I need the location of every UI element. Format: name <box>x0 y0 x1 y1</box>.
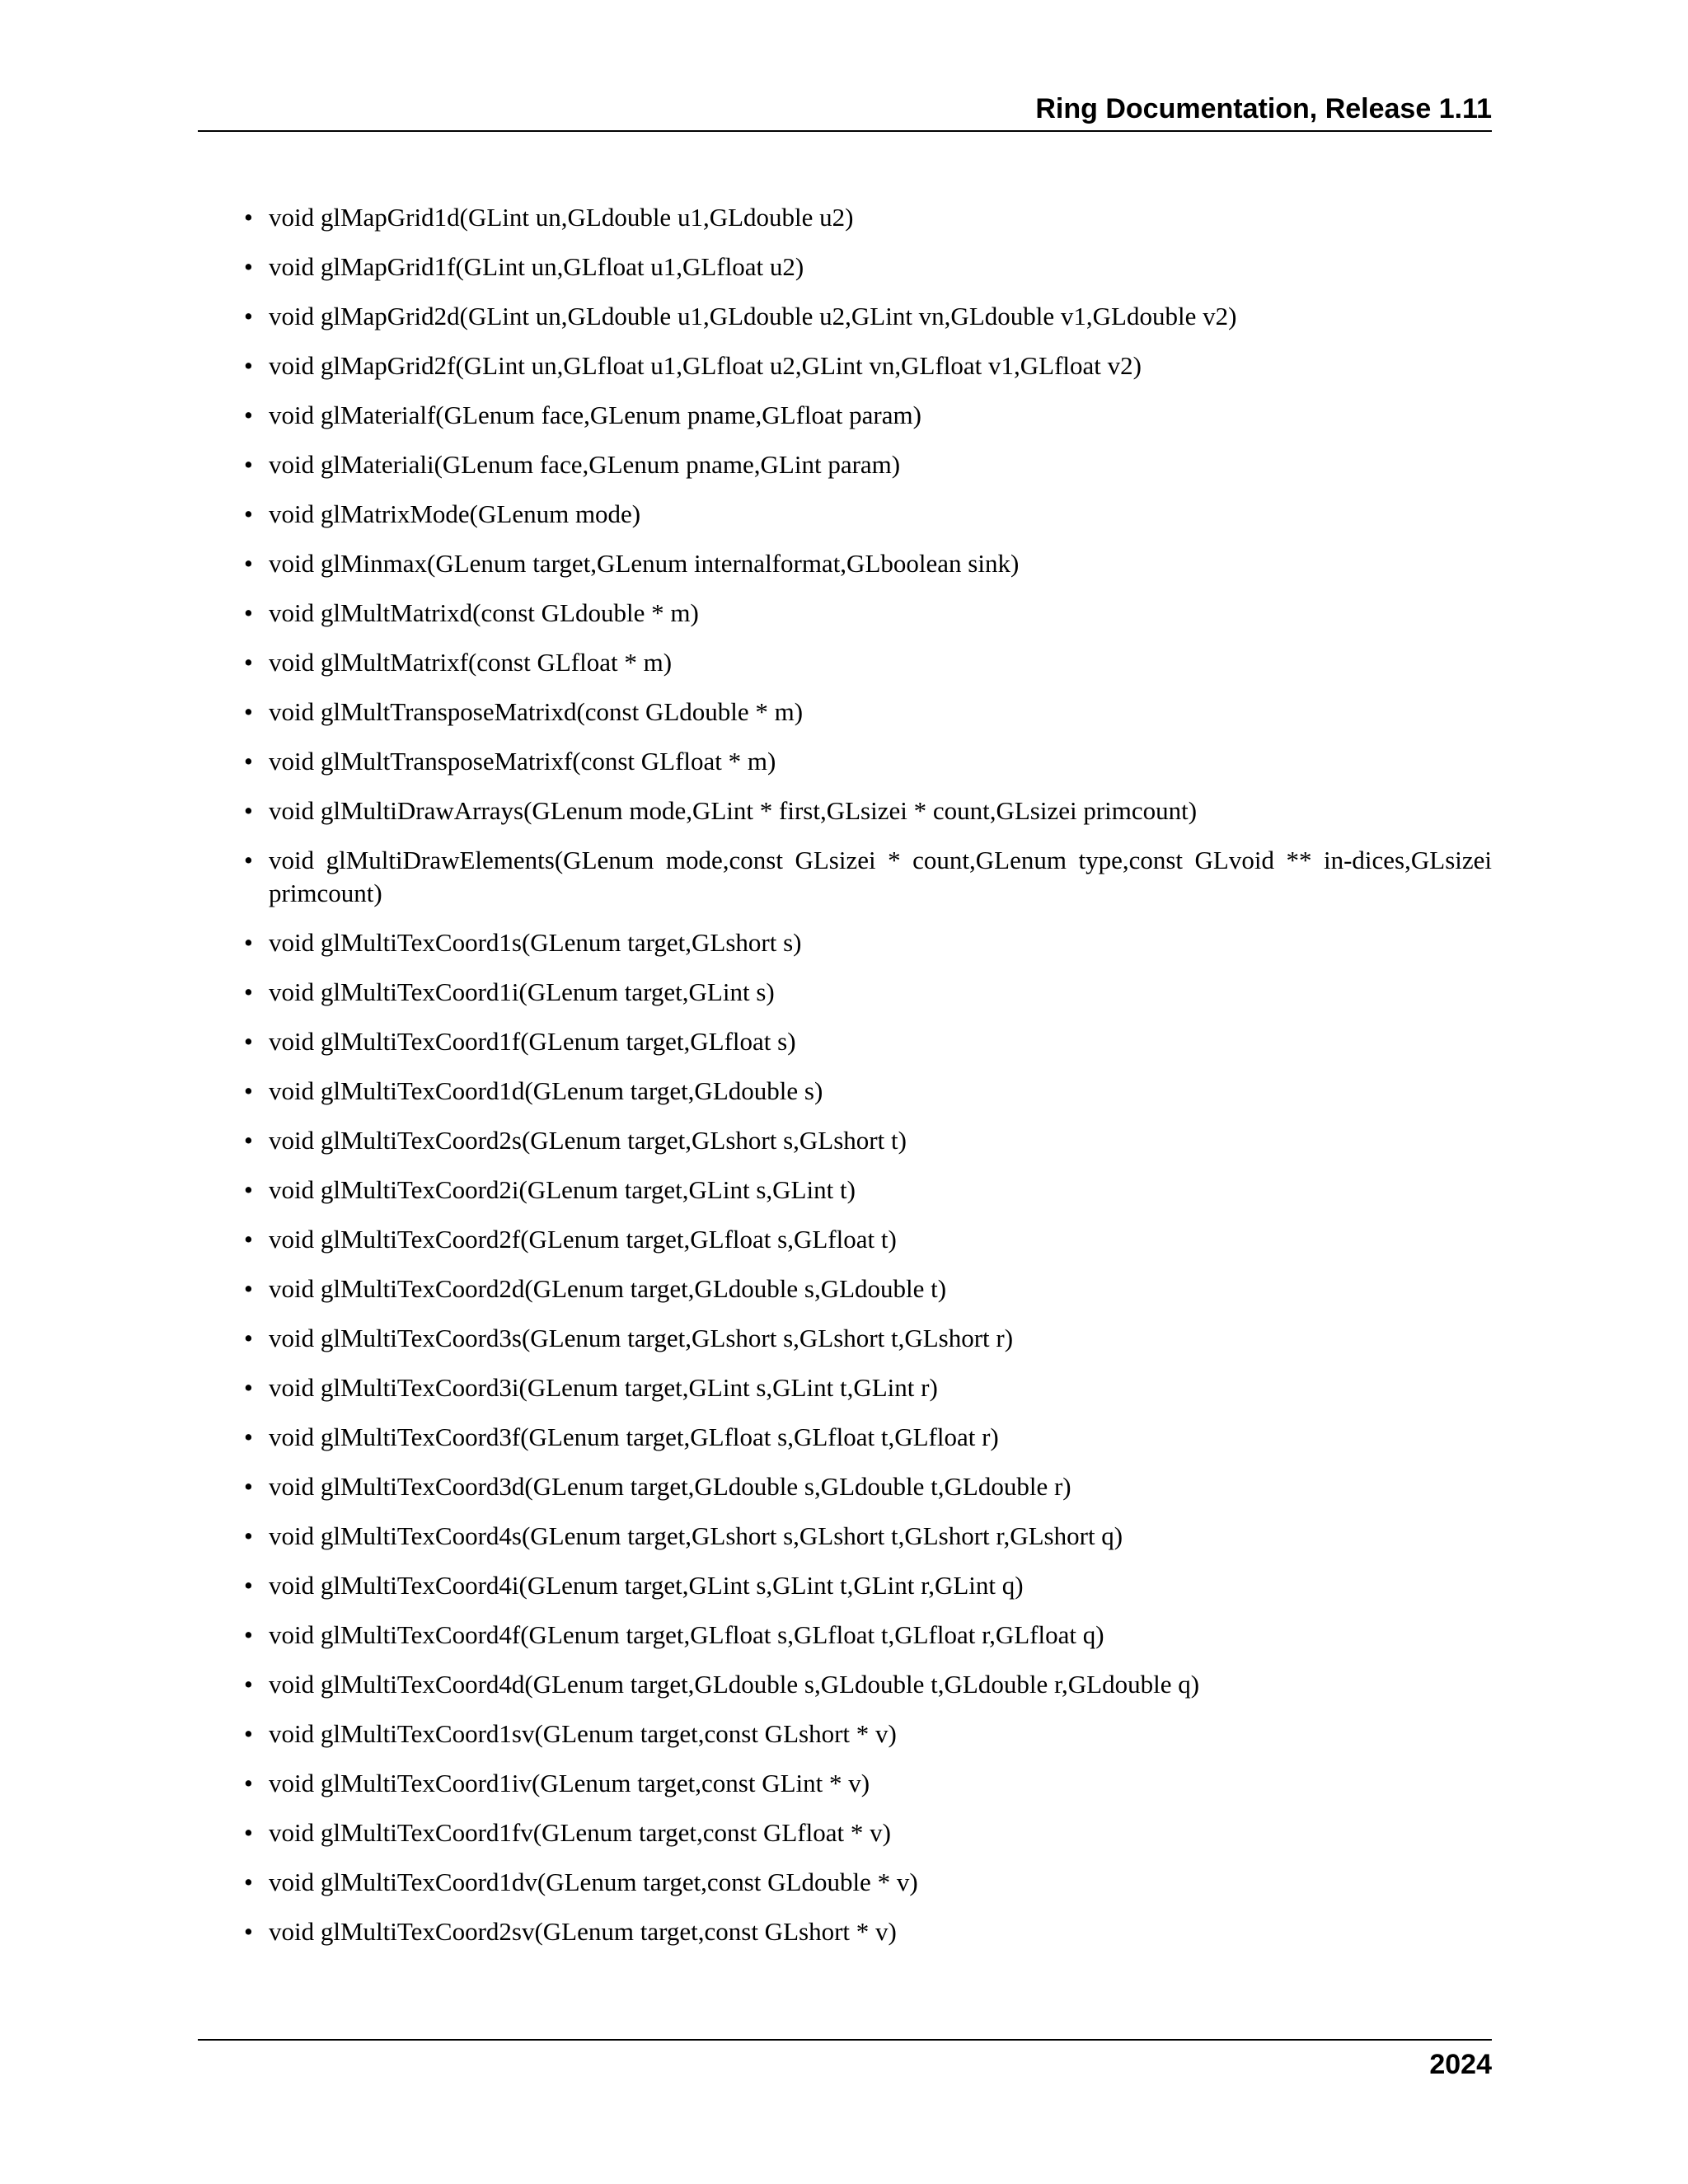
list-item <box>244 1915 1492 1948</box>
list-item <box>244 201 1492 234</box>
bullet-icon: • <box>244 1076 253 1105</box>
list-item <box>244 1866 1492 1899</box>
bullet-icon: • <box>244 796 253 825</box>
list-item <box>244 498 1492 531</box>
list-item <box>244 844 1492 910</box>
bullet-icon: • <box>244 928 253 957</box>
list-item-text: void glMultiTexCoord2f(GLenum target,GLfloat s,GLfloat t) <box>269 1225 897 1254</box>
list-item-text: void glMultMatrixd(const GLdouble * m) <box>269 598 699 627</box>
list-item-text: void glMultiTexCoord1f(GLenum target,GLfloat s) <box>269 1027 796 1056</box>
footer-divider <box>198 2039 1492 2041</box>
bullet-icon: • <box>244 977 253 1006</box>
list-item-text: void glMultiTexCoord2i(GLenum target,GLint s,GLint t) <box>269 1175 856 1204</box>
list-item-text: void glMultTransposeMatrixd(const GLdouble * m) <box>269 697 804 726</box>
list-item-text: void glMultiTexCoord3s(GLenum target,GLshort s,GLshort t,GLshort r) <box>269 1324 1014 1352</box>
list-item <box>244 1124 1492 1157</box>
list-item-text: void glMultiTexCoord1dv(GLenum target,const GLdouble * v) <box>269 1868 918 1896</box>
list-item <box>244 1619 1492 1652</box>
list-item-text: void glMultiTexCoord4s(GLenum target,GLshort s,GLshort t,GLshort r,GLshort q) <box>269 1521 1123 1550</box>
list-item-text: void glMultiTexCoord1i(GLenum target,GLint s) <box>269 977 775 1006</box>
list-item-text: void glMultiTexCoord2sv(GLenum target,const GLshort * v) <box>269 1917 897 1946</box>
bullet-icon: • <box>244 401 253 429</box>
list-item-text: void glMaterialf(GLenum face,GLenum pname,GLfloat param) <box>269 401 921 429</box>
page-header-title: Ring Documentation, Release 1.11 <box>1035 93 1492 124</box>
list-item-text: void glMultiTexCoord4f(GLenum target,GLfloat s,GLfloat t,GLfloat r,GLfloat q) <box>269 1620 1104 1649</box>
list-item <box>244 745 1492 778</box>
list-item-text: void glMultiTexCoord4i(GLenum target,GLint s,GLint t,GLint r,GLint q) <box>269 1571 1024 1600</box>
list-item-text: void glMultiTexCoord3i(GLenum target,GLint s,GLint t,GLint r) <box>269 1373 938 1402</box>
list-item-text: void glMapGrid2f(GLint un,GLfloat u1,GLfloat u2,GLint vn,GLfloat v1,GLfloat v2) <box>269 351 1142 380</box>
list-item <box>244 300 1492 333</box>
list-item-text: void glMapGrid1d(GLint un,GLdouble u1,GLdouble u2) <box>269 203 854 232</box>
list-item <box>244 1075 1492 1108</box>
list-item-text: void glMultiDrawArrays(GLenum mode,GLint * first,GLsizei * count,GLsizei primcount) <box>269 796 1198 825</box>
list-item <box>244 976 1492 1009</box>
bullet-icon: • <box>244 1620 253 1649</box>
list-item <box>244 926 1492 959</box>
bullet-icon: • <box>244 1868 253 1896</box>
list-item-text: void glMultTransposeMatrixf(const GLfloat * m) <box>269 747 776 776</box>
function-list <box>244 201 1492 1965</box>
list-item-text: void glMultiTexCoord1iv(GLenum target,const GLint * v) <box>269 1769 870 1797</box>
header-divider <box>198 130 1492 132</box>
list-item <box>244 1718 1492 1750</box>
bullet-icon: • <box>244 747 253 776</box>
bullet-icon: • <box>244 203 253 232</box>
bullet-icon: • <box>244 1571 253 1600</box>
bullet-icon: • <box>244 302 253 330</box>
bullet-icon: • <box>244 1324 253 1352</box>
bullet-icon: • <box>244 1373 253 1402</box>
list-item-text: void glMultiTexCoord4d(GLenum target,GLdouble s,GLdouble t,GLdouble r,GLdouble q) <box>269 1670 1200 1699</box>
list-item <box>244 597 1492 630</box>
list-item <box>244 696 1492 729</box>
list-item <box>244 1322 1492 1355</box>
bullet-icon: • <box>244 648 253 677</box>
list-item <box>244 1767 1492 1800</box>
bullet-icon: • <box>244 598 253 627</box>
list-item <box>244 794 1492 827</box>
list-item-text: void glMultiTexCoord3f(GLenum target,GLfloat s,GLfloat t,GLfloat r) <box>269 1422 999 1451</box>
list-item-text: void glMultiDrawElements(GLenum mode,const GLsizei * count,GLenum type,const GLvoid ** in-dices,GLsizei primcount) <box>269 846 1492 907</box>
list-item-text: void glMultiTexCoord3d(GLenum target,GLdouble s,GLdouble t,GLdouble r) <box>269 1472 1071 1501</box>
list-item <box>244 251 1492 284</box>
bullet-icon: • <box>244 1027 253 1056</box>
list-item <box>244 349 1492 382</box>
list-item <box>244 1025 1492 1058</box>
bullet-icon: • <box>244 1521 253 1550</box>
bullet-icon: • <box>244 1769 253 1797</box>
list-item <box>244 448 1492 481</box>
list-item-text: void glMultiTexCoord2s(GLenum target,GLshort s,GLshort t) <box>269 1126 907 1155</box>
list-item <box>244 1272 1492 1305</box>
page-number: 2024 <box>1429 2049 1492 2080</box>
bullet-icon: • <box>244 1126 253 1155</box>
list-item-text: void glMultiTexCoord2d(GLenum target,GLdouble s,GLdouble t) <box>269 1274 947 1303</box>
bullet-icon: • <box>244 1422 253 1451</box>
list-item-text: void glMapGrid2d(GLint un,GLdouble u1,GLdouble u2,GLint vn,GLdouble v1,GLdouble v2) <box>269 302 1237 330</box>
bullet-icon: • <box>244 450 253 479</box>
bullet-icon: • <box>244 252 253 281</box>
bullet-icon: • <box>244 1472 253 1501</box>
list-item <box>244 646 1492 679</box>
bullet-icon: • <box>244 351 253 380</box>
list-item-text: void glMateriali(GLenum face,GLenum pname,GLint param) <box>269 450 901 479</box>
list-item-text: void glMapGrid1f(GLint un,GLfloat u1,GLfloat u2) <box>269 252 804 281</box>
bullet-icon: • <box>244 1917 253 1946</box>
list-item-text: void glMinmax(GLenum target,GLenum internalformat,GLboolean sink) <box>269 549 1020 578</box>
bullet-icon: • <box>244 1670 253 1699</box>
bullet-icon: • <box>244 1274 253 1303</box>
bullet-icon: • <box>244 846 253 874</box>
list-item-text: void glMultMatrixf(const GLfloat * m) <box>269 648 673 677</box>
list-item <box>244 547 1492 580</box>
list-item-text: void glMultiTexCoord1sv(GLenum target,const GLshort * v) <box>269 1719 897 1748</box>
list-item <box>244 1569 1492 1602</box>
bullet-icon: • <box>244 1175 253 1204</box>
list-item-text: void glMultiTexCoord1d(GLenum target,GLdouble s) <box>269 1076 823 1105</box>
list-item <box>244 1371 1492 1404</box>
list-item <box>244 1421 1492 1454</box>
bullet-icon: • <box>244 549 253 578</box>
bullet-icon: • <box>244 1818 253 1847</box>
bullet-icon: • <box>244 1225 253 1254</box>
list-item-text: void glMultiTexCoord1fv(GLenum target,const GLfloat * v) <box>269 1818 891 1847</box>
list-item <box>244 1174 1492 1207</box>
bullet-icon: • <box>244 1719 253 1748</box>
list-item <box>244 1470 1492 1503</box>
bullet-icon: • <box>244 697 253 726</box>
list-item <box>244 1223 1492 1256</box>
list-item-text: void glMultiTexCoord1s(GLenum target,GLshort s) <box>269 928 802 957</box>
list-item <box>244 399 1492 432</box>
list-item <box>244 1520 1492 1553</box>
list-item <box>244 1816 1492 1849</box>
list-item <box>244 1668 1492 1701</box>
list-item-text: void glMatrixMode(GLenum mode) <box>269 499 641 528</box>
bullet-icon: • <box>244 499 253 528</box>
